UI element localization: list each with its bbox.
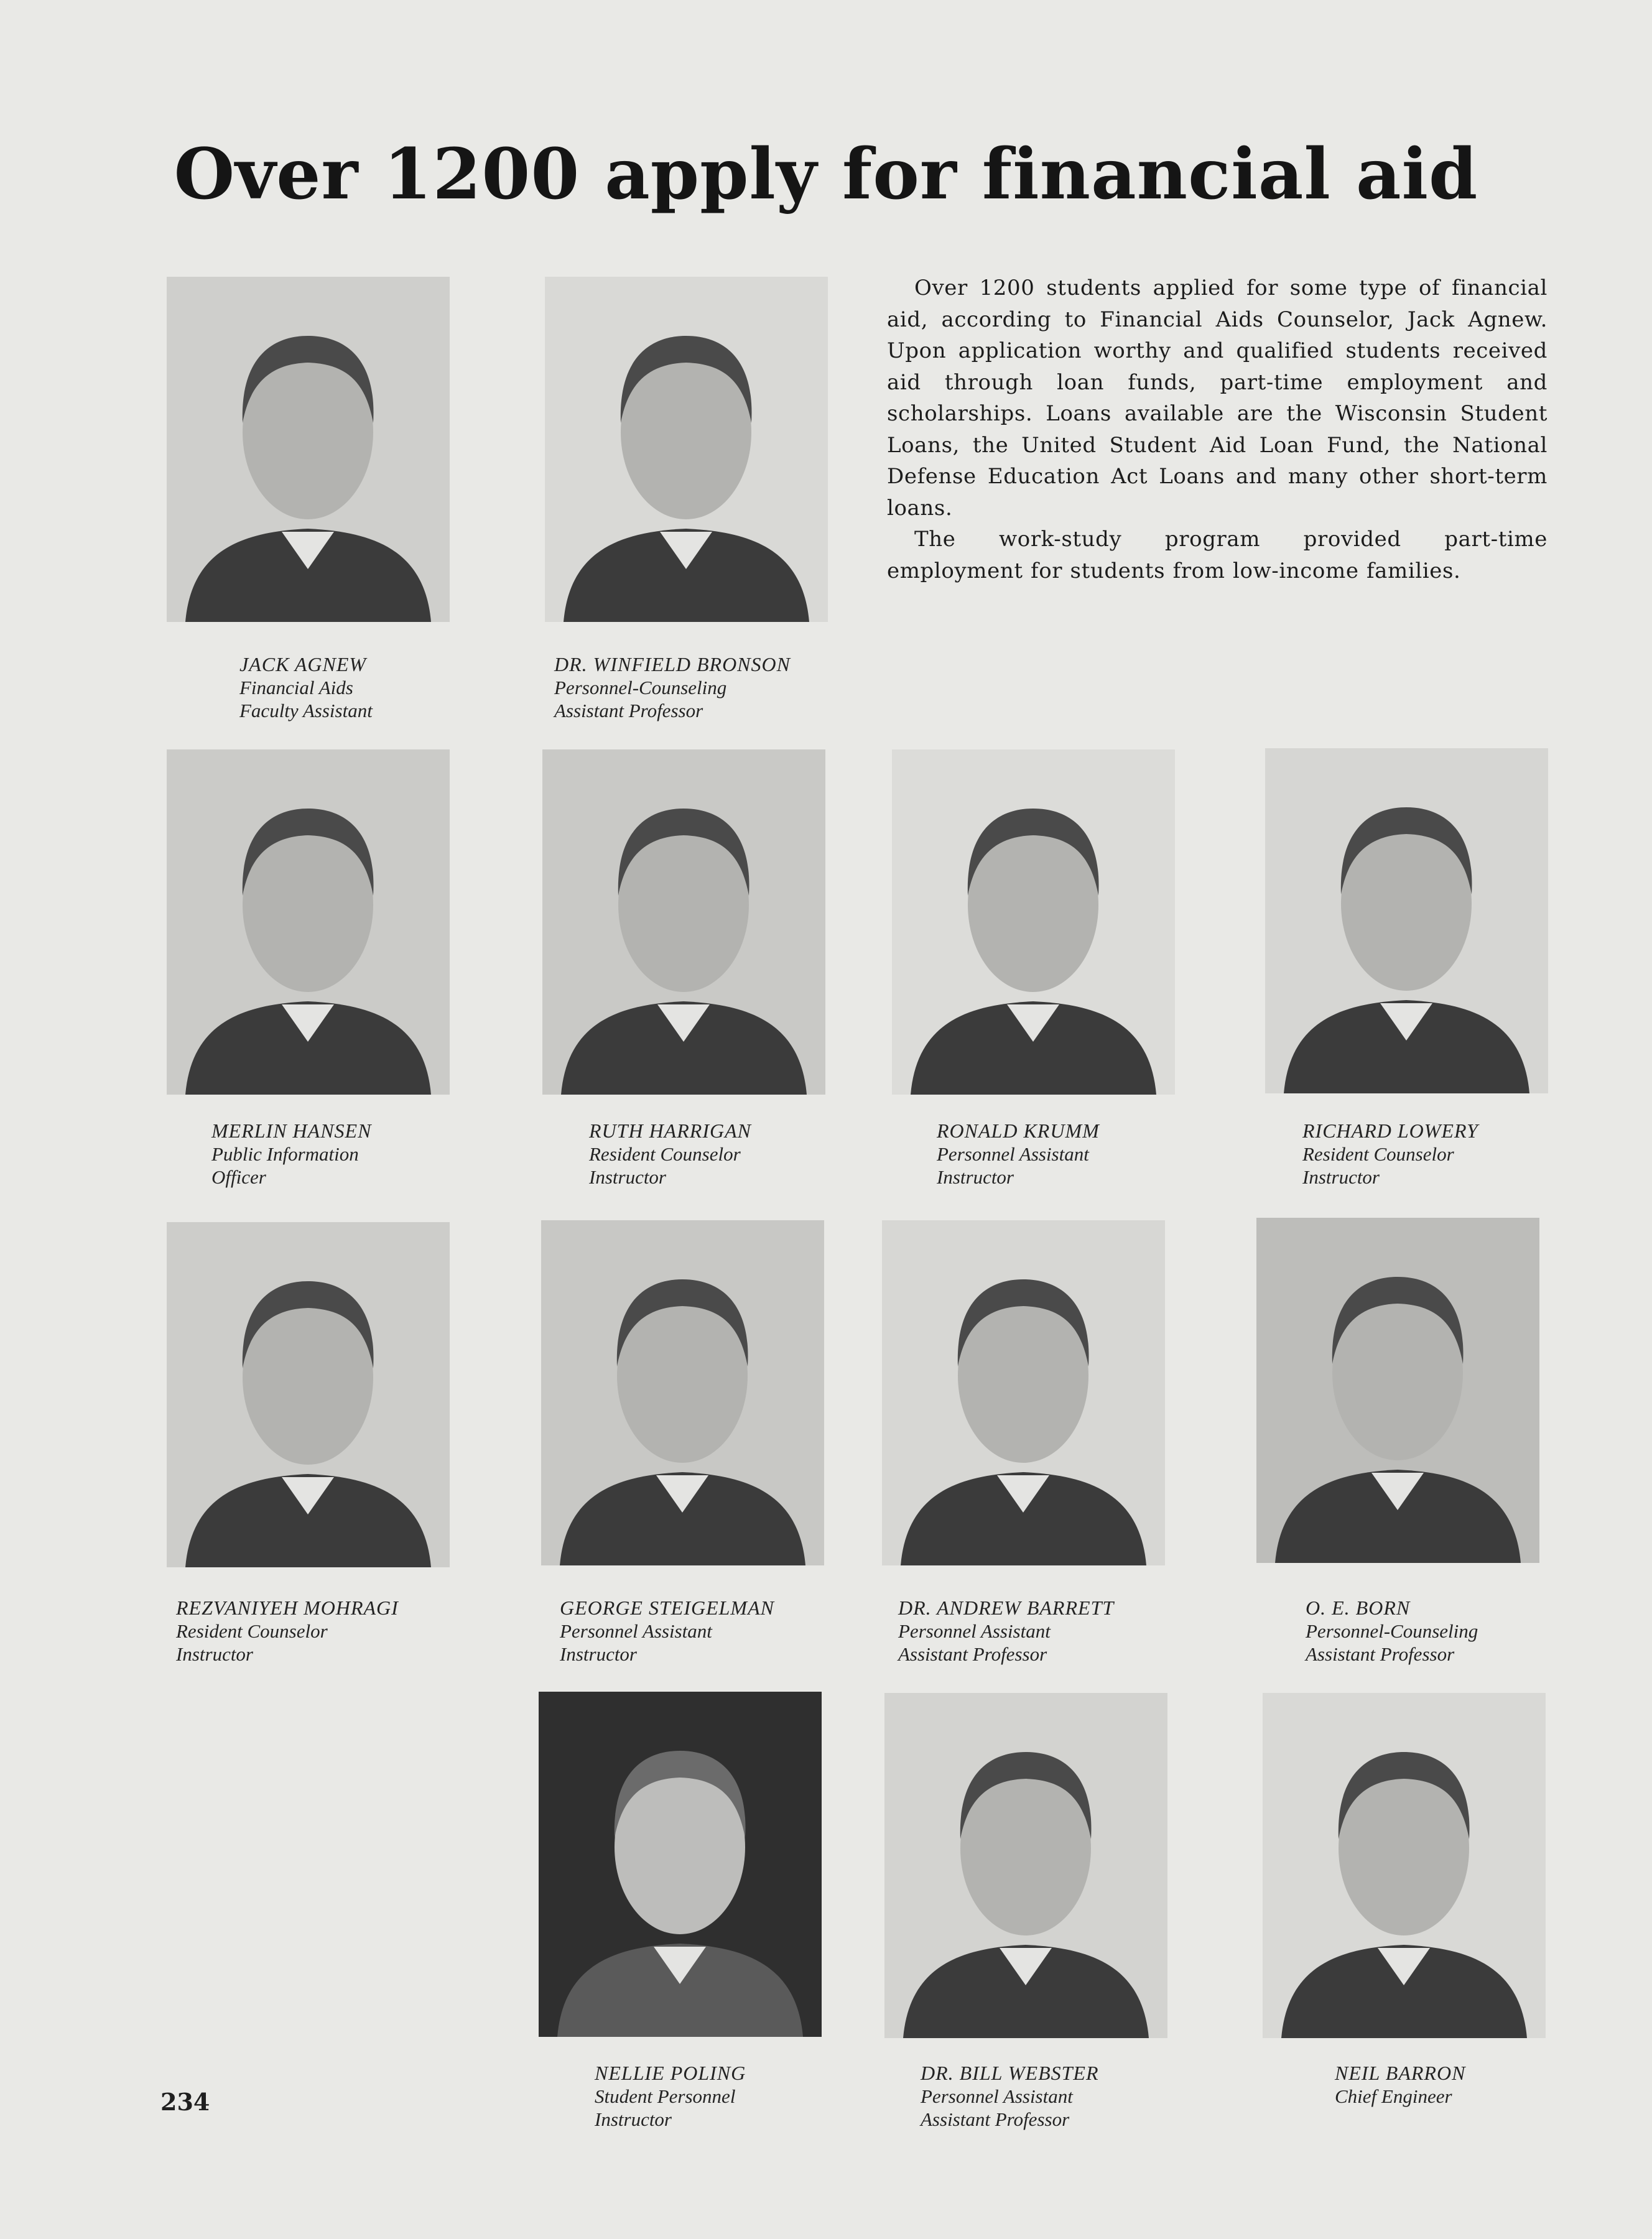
staff-title: Chief Engineer <box>1335 2085 1452 2107</box>
portrait-photo <box>167 749 450 1095</box>
portrait-image <box>541 1220 824 1565</box>
staff-title: Resident Counselor <box>1302 1143 1454 1165</box>
staff-title: Instructor <box>176 1643 253 1665</box>
staff-title: Personnel Assistant <box>560 1620 712 1642</box>
staff-name: DR. ANDREW BARRETT <box>898 1597 1115 1619</box>
portrait-image <box>892 749 1175 1095</box>
staff-name: DR. WINFIELD BRONSON <box>554 653 791 675</box>
staff-title: Instructor <box>937 1166 1014 1188</box>
staff-name: O. E. BORN <box>1306 1597 1411 1619</box>
staff-name: RONALD KRUMM <box>937 1120 1100 1142</box>
staff-title: Instructor <box>560 1643 637 1665</box>
staff-caption <box>937 1120 1100 1189</box>
staff-title: Assistant Professor <box>1306 1643 1455 1665</box>
portrait-photo <box>539 1692 822 2037</box>
staff-name: MERLIN HANSEN <box>211 1120 372 1142</box>
staff-title: Personnel Assistant <box>937 1143 1089 1165</box>
staff-title: Assistant Professor <box>921 2108 1070 2130</box>
staff-name: NELLIE POLING <box>595 2062 746 2084</box>
portrait-image <box>167 1222 450 1567</box>
portrait-photo <box>541 1220 824 1565</box>
staff-name: DR. BILL WEBSTER <box>921 2062 1099 2084</box>
portrait-image <box>545 277 828 622</box>
portrait-photo <box>545 277 828 622</box>
staff-caption <box>239 653 373 722</box>
portrait-image <box>539 1692 822 2037</box>
staff-title: Instructor <box>595 2108 672 2130</box>
portrait-image <box>1263 1693 1546 2038</box>
staff-title: Resident Counselor <box>176 1620 328 1642</box>
staff-title: Public Information <box>211 1143 359 1165</box>
staff-title: Instructor <box>1302 1166 1380 1188</box>
portrait-photo <box>542 749 825 1095</box>
portrait-image <box>884 1693 1167 2038</box>
portrait-photo <box>884 1693 1167 2038</box>
portrait-photo <box>167 277 450 622</box>
portrait-image <box>1265 748 1548 1093</box>
staff-caption <box>1302 1120 1478 1189</box>
portrait-image <box>882 1220 1165 1565</box>
page-number: 234 <box>160 2088 210 2116</box>
staff-name: GEORGE STEIGELMAN <box>560 1597 774 1619</box>
staff-caption <box>560 1597 774 1666</box>
intro-paragraph-1: Over 1200 students applied for some type of financial aid, according to Financial Aids Counselor, Jack Agnew. Upon application worthy and qualified students received aid through loan funds, part-time employment and scholarships. Loans available are the Wisconsin Student Loans, the United Student Aid Loan Fund, the National Defense Education Act Loans and many other short-term loans. <box>887 276 1548 521</box>
staff-title: Instructor <box>589 1166 666 1188</box>
portrait-image <box>1256 1218 1539 1563</box>
portrait-photo <box>882 1220 1165 1565</box>
portrait-image <box>167 749 450 1095</box>
staff-title: Personnel Assistant <box>921 2085 1073 2107</box>
staff-caption <box>1306 1597 1478 1666</box>
portrait-photo <box>1263 1693 1546 2038</box>
staff-caption <box>589 1120 751 1189</box>
staff-title: Financial Aids <box>239 677 353 698</box>
portrait-photo <box>892 749 1175 1095</box>
intro-paragraph-2: The work-study program provided part-time employment for students from low-income families. <box>887 527 1548 583</box>
staff-title: Personnel-Counseling <box>1306 1620 1478 1642</box>
staff-name: RICHARD LOWERY <box>1302 1120 1478 1142</box>
staff-caption <box>921 2062 1099 2131</box>
staff-name: JACK AGNEW <box>239 653 367 675</box>
staff-caption <box>1335 2062 1465 2108</box>
intro-text <box>887 272 1548 586</box>
staff-title: Resident Counselor <box>589 1143 741 1165</box>
portrait-photo <box>167 1222 450 1567</box>
staff-caption <box>554 653 791 722</box>
staff-name: REZVANIYEH MOHRAGI <box>176 1597 399 1619</box>
staff-name: RUTH HARRIGAN <box>589 1120 751 1142</box>
staff-caption <box>898 1597 1114 1666</box>
staff-title: Assistant Professor <box>554 700 703 721</box>
staff-title: Assistant Professor <box>898 1643 1047 1665</box>
staff-caption <box>211 1120 371 1189</box>
staff-title: Officer <box>211 1166 266 1188</box>
staff-caption <box>176 1597 399 1666</box>
staff-caption <box>595 2062 746 2131</box>
staff-title: Faculty Assistant <box>239 700 373 721</box>
staff-title: Personnel Assistant <box>898 1620 1051 1642</box>
portrait-photo <box>1256 1218 1539 1563</box>
portrait-image <box>167 277 450 622</box>
page-title: Over 1200 apply for financial aid <box>174 134 1478 215</box>
portrait-photo <box>1265 748 1548 1093</box>
staff-name: NEIL BARRON <box>1335 2062 1466 2084</box>
staff-title: Personnel-Counseling <box>554 677 727 698</box>
staff-title: Student Personnel <box>595 2085 736 2107</box>
portrait-image <box>542 749 825 1095</box>
